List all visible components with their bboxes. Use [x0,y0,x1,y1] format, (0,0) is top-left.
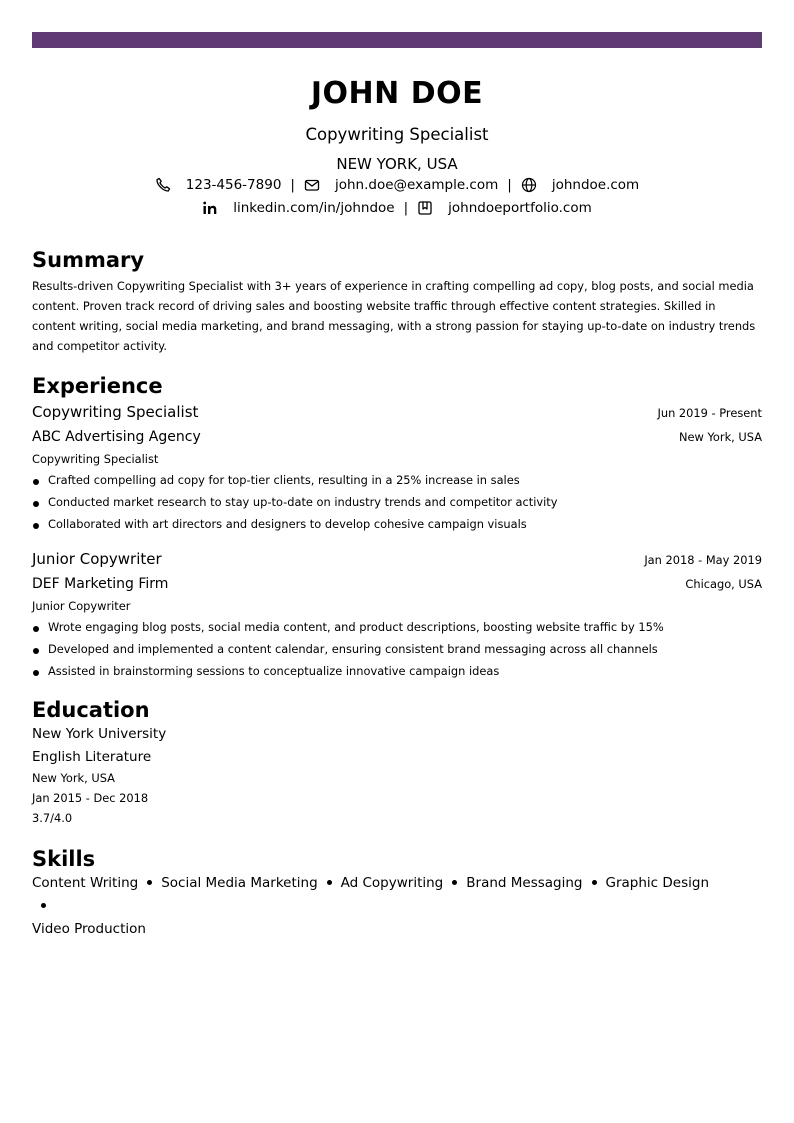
job-dates: Jun 2019 - Present [657,406,762,420]
education-heading: Education [32,698,150,722]
job-bullet-list [32,616,762,682]
job-position: Junior Copywriter [32,550,162,568]
globe-icon [521,177,537,193]
job-location: Chicago, USA [685,577,762,591]
resume-header [32,77,762,218]
job-bullet-text: Wrote engaging blog posts, social media content, and product descriptions, boosting website traffic by 15% [48,620,664,634]
resume-page [32,32,762,941]
skill-bullet-icon [592,880,597,885]
skill-item: Video Production [32,921,146,937]
experience-heading: Experience [32,374,163,398]
education-degree: English Literature [32,749,152,765]
job-header-row [32,548,762,570]
skill-bullet-icon [327,880,332,885]
portfolio-icon [417,200,433,216]
job-bullet-text: Conducted market research to stay up-to-date on industry trends and competitor activity [48,495,558,509]
job-position: Copywriting Specialist [32,403,199,421]
experience-entry [32,548,762,682]
bullet-icon [33,501,39,507]
accent-bar [32,32,762,48]
phone-number: 123-456-7890 [185,177,282,193]
job-bullet-text: Assisted in brainstorming sessions to conceptualize innovative campaign ideas [48,664,500,678]
candidate-name: JOHN DOE [310,76,484,111]
linkedin-icon [202,200,218,216]
contact-separator: | [290,177,295,193]
candidate-location: NEW YORK, USA [336,155,458,173]
job-role: Junior Copywriter [32,599,131,613]
bullet-icon [33,523,39,529]
job-bullet-text: Crafted compelling ad copy for top-tier clients, resulting in a 25% increase in sales [48,473,520,487]
job-dates: Jan 2018 - May 2019 [644,553,762,567]
job-bullet-list [32,469,762,535]
website-url: johndoe.com [551,177,640,193]
summary-text: Results-driven Copywriting Specialist with 3+ years of experience in crafting compelling ad copy, blog posts, and social media content. Proven track record of driving sales and boosting website traffic through effective content strategies. Skilled in content writing, social media marketing, and brand messaging, with a strong passion for staying up-to-date on industry trends and competitor activity. [32,279,756,353]
linkedin-url: linkedin.com/in/johndoe [233,200,395,216]
job-bullet [32,616,762,638]
contact-email[interactable] [304,175,498,195]
education-gpa: 3.7/4.0 [32,811,73,825]
candidate-title: Copywriting Specialist [305,125,489,144]
contact-separator: | [507,177,512,193]
education-location: New York, USA [32,771,115,785]
job-bullet [32,513,762,535]
job-bullet-text: Collaborated with art directors and designers to develop cohesive campaign visuals [48,517,527,531]
job-bullet-text: Developed and implemented a content calendar, ensuring consistent brand messaging across all channels [48,642,658,656]
job-header-row [32,401,762,423]
skills-list [32,872,712,941]
job-bullet [32,638,762,660]
contact-separator: | [403,200,409,216]
job-company-row [32,570,762,595]
job-company-row [32,423,762,448]
bullet-icon [33,479,39,485]
job-bullet [32,491,762,513]
email-address: john.doe@example.com [334,177,499,193]
contact-website[interactable] [521,175,639,195]
job-company: DEF Marketing Firm [32,576,169,592]
bullet-icon [33,648,39,654]
job-role: Copywriting Specialist [32,452,159,466]
skill-item: Social Media Marketing [161,875,318,891]
bullet-icon [33,626,39,632]
skills-heading: Skills [32,847,96,871]
contact-linkedin[interactable] [202,198,394,218]
experience-entry [32,401,762,535]
contact-row-secondary [32,198,762,218]
email-icon [304,177,320,193]
contact-portfolio[interactable] [417,198,592,218]
education-dates: Jan 2015 - Dec 2018 [32,791,149,805]
summary-heading: Summary [32,248,145,272]
skill-bullet-icon [452,880,457,885]
job-bullet [32,469,762,491]
contact-phone[interactable] [155,175,282,195]
phone-icon [155,177,171,193]
skill-bullet-icon [147,880,152,885]
skill-bullet-icon [41,903,46,908]
job-company: ABC Advertising Agency [32,429,201,445]
job-bullet [32,660,762,682]
skill-item: Brand Messaging [466,875,583,891]
education-school: New York University [32,726,167,742]
skill-item: Graphic Design [605,875,710,891]
skill-item: Content Writing [32,875,139,891]
skill-item: Ad Copywriting [340,875,444,891]
portfolio-url: johndoeportfolio.com [448,200,592,216]
bullet-icon [33,670,39,676]
contact-row-primary [32,175,762,195]
job-location: New York, USA [679,430,762,444]
